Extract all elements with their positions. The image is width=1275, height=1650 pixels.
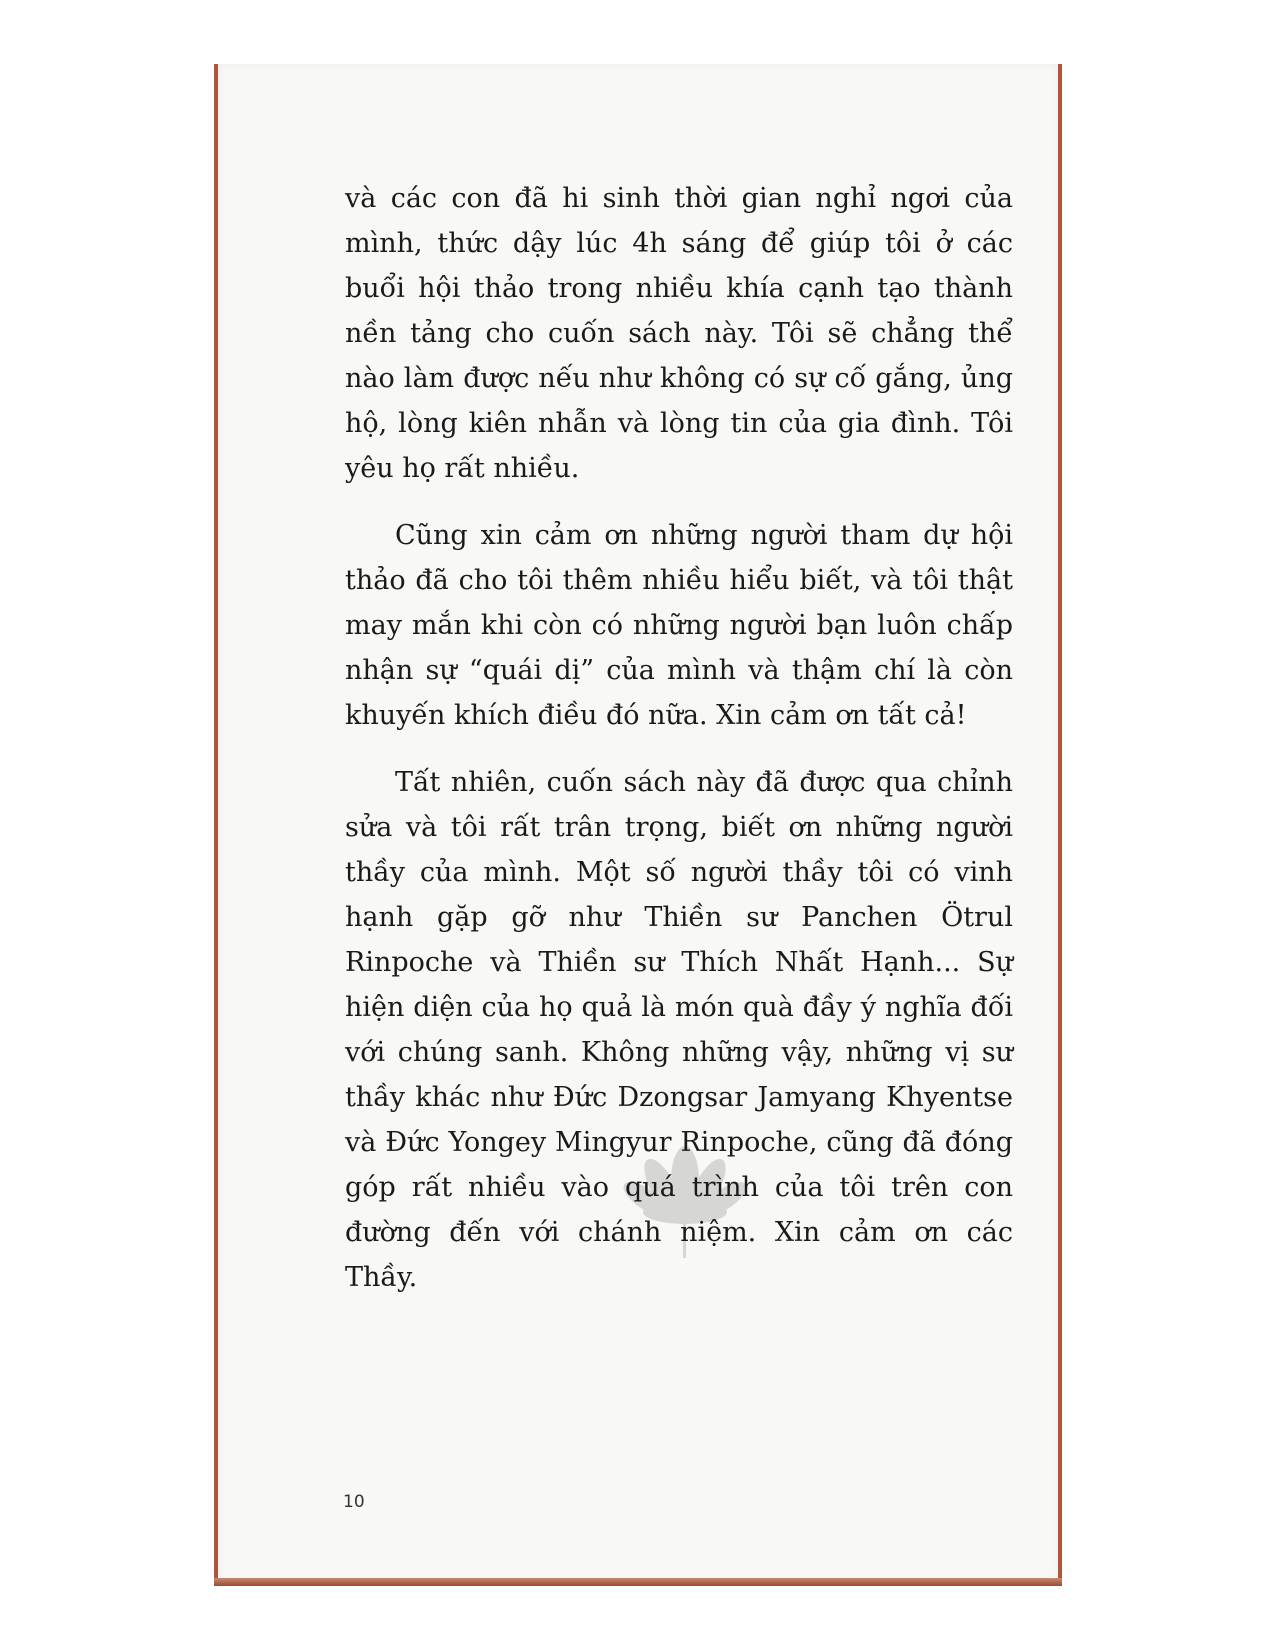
paragraph-3: Tất nhiên, cuốn sách này đã được qua chỉnh sửa và tôi rất trân trọng, biết ơn những người thầy của mình. Một số người thầy tôi có vinh hạnh gặp gỡ như Thiền sư Panchen Ötrul Rinpoche và Thiền sư Thích Nhất Hạnh... Sự hiện diện của họ quả là món quà đầy ý nghĩa đối với chúng sanh. Không những vậy, những vị sư thầy khác như Đức Dzongsar Jamyang Khyentse và Đức Yongey Mingyur Rinpoche, cũng đã đóng góp rất nhiều vào quá trình của tôi trên con đường đến với chánh niệm. Xin cảm ơn các Thầy. bbox=[345, 767, 1013, 1293]
page-edge bbox=[214, 1578, 1062, 1586]
page-body-text bbox=[345, 176, 1013, 1322]
paragraph-2: Cũng xin cảm ơn những người tham dự hội thảo đã cho tôi thêm nhiều hiểu biết, và tôi thật may mắn khi còn có những người bạn luôn chấp nhận sự “quái dị” của mình và thậm chí là còn khuyến khích điều đó nữa. Xin cảm ơn tất cả! bbox=[345, 520, 1013, 731]
page-number: 10 bbox=[343, 1492, 365, 1512]
paragraph-1: và các con đã hi sinh thời gian nghỉ ngơi của mình, thức dậy lúc 4h sáng để giúp tôi ở các buổi hội thảo trong nhiều khía cạnh tạo thành nền tảng cho cuốn sách này. Tôi sẽ chẳng thể nào làm được nếu như không có sự cố gắng, ủng hộ, lòng kiên nhẫn và lòng tin của gia đình. Tôi yêu họ rất nhiều. bbox=[345, 183, 1013, 484]
